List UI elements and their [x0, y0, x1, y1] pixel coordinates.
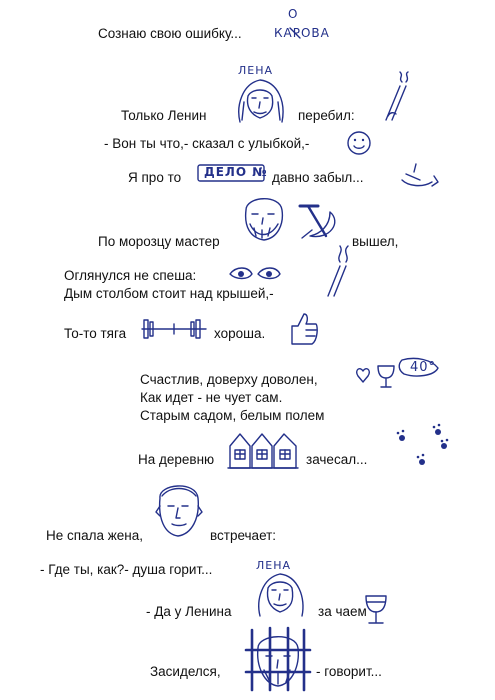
- ashtray-icon: [398, 160, 442, 192]
- verse-line-5b: вышел,: [352, 234, 399, 249]
- verse-line-4a: Я про то: [128, 170, 182, 185]
- verse-line-2b: перебил:: [298, 108, 355, 123]
- eyes-icon: [228, 266, 282, 282]
- verse-line-14: - Где ты, как?- душа горит...: [40, 562, 213, 577]
- verse-line-15a: - Да у Ленина: [146, 604, 232, 619]
- verse-line-1: Сознаю свою ошибку...: [98, 26, 242, 41]
- wine-glass-icon: [362, 592, 390, 626]
- wine-glass-icon: [378, 366, 394, 387]
- pipe-icon: [380, 72, 414, 122]
- verse-line-9: Счастлив, доверху доволен,: [140, 372, 318, 387]
- verse-line-6: Оглянулся не спеша:: [64, 268, 197, 283]
- lenin-portrait-1: [232, 62, 290, 124]
- smiley-icon: [346, 130, 372, 156]
- verse-line-4b: давно забыл...: [272, 170, 364, 185]
- verse-line-12b: зачесал...: [306, 452, 368, 467]
- verse-line-16b: - говорит...: [316, 664, 382, 679]
- verse-line-13a: Не спала жена,: [46, 528, 143, 543]
- footprints-icon: [394, 422, 454, 470]
- thumbs-up-icon: [286, 310, 320, 346]
- houses-icon: [228, 430, 300, 470]
- heart-icon: [357, 369, 370, 382]
- verse-line-12a: На деревню: [138, 452, 215, 467]
- delo-stamp: ДЕЛО №: [196, 163, 268, 185]
- verse-line-15b: за чаем: [318, 604, 367, 619]
- lena-label-2: ЛЕНА: [256, 559, 292, 572]
- verse-line-5a: По морозцу мастер: [98, 234, 220, 249]
- barbell-icon: [138, 318, 210, 340]
- verse-line-2a: Только Ленин: [121, 108, 207, 123]
- hammer-sickle-icon: [290, 202, 342, 242]
- prisoner-behind-bars: [244, 626, 312, 692]
- heart-glass-degrees: 40°: [354, 356, 440, 390]
- lenin-portrait-2: [250, 558, 310, 618]
- verse-line-8a: То-то тяга: [64, 326, 127, 341]
- verse-line-10: Как идет - не чует сам.: [140, 390, 283, 405]
- pipe-smoke-icon: [322, 244, 352, 298]
- verse-line-7: Дым столбом стоит над крышей,-: [64, 286, 274, 301]
- verse-line-3: - Вон ты что,- сказал с улыбкой,-: [104, 136, 310, 151]
- korova-word-picture: О КАРОВА: [274, 7, 330, 40]
- wife-portrait: [152, 478, 204, 540]
- verse-line-8b: хороша.: [214, 326, 266, 341]
- old-man-portrait: [238, 188, 290, 244]
- verse-line-16a: Засиделся,: [150, 664, 221, 679]
- verse-line-11: Старым садом, белым полем: [140, 408, 325, 423]
- verse-line-13b: встречает:: [210, 528, 277, 543]
- lena-label-1: ЛЕНА: [238, 64, 274, 77]
